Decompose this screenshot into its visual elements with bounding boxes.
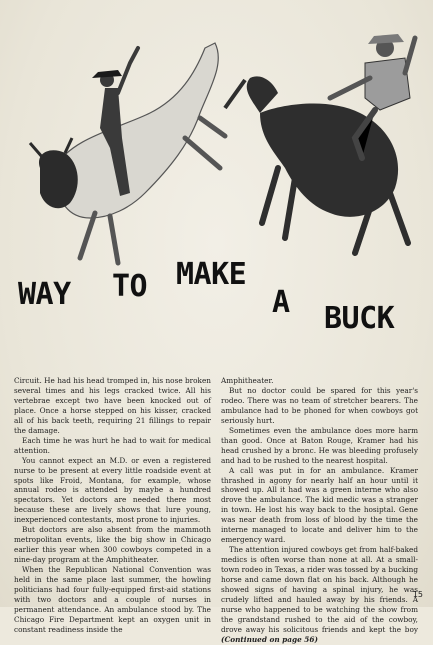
paragraph: Sometimes even the ambulance does more harm than good. Once at Baton Rouge, Kramer had his head crushed by a bronc. He was bleeding profusely and had to be rushed to the nearest hospital. [221, 425, 418, 465]
paragraph-text: The attention injured cowboys get from half-baked medics is often worse than none at all. At a small-town rodeo in Texas, a rider was tossed by a bucking horse and came down flat on his back. Although he showed signs of having a spinal injury, he was crudely lifted and hauled away by his friends. A nurse who happened to be watching the show from the grandstand rushed to the aid of the cowboy, drove away his solicitous friends and kept the boy [221, 545, 418, 634]
paragraph: When the Republican National Convention was held in the same place last summer, the howling politicians had four fully-equipped first-aid stations with two doctors and a couple of nurses in permanent attendance. An ambulance stood by. The Chicago Fire Department kept an oxygen unit in constant readiness inside the [14, 565, 211, 634]
headline [14, 258, 424, 348]
article-column-left [14, 376, 211, 634]
paragraph-last [221, 545, 418, 645]
bull-rider-figure [30, 43, 225, 263]
paragraph: You cannot expect an M.D. or even a registered nurse to be present at every little roadside event at spots like Froid, Montana, for example, whose annual rodeo is attended by maybe a hundred spectators. Yet doctors are needed there most because these are lively shows that lure young, inexperienced contestants, most prone to injuries. [14, 455, 211, 525]
paragraph: But no doctor could be spared for this year's rodeo. There was no team of stretcher bearers. The ambulance had to be phoned for when cowboys got seriously hurt. [221, 385, 418, 425]
bronc-rider-figure [225, 34, 415, 253]
paragraph: Amphitheater. [221, 376, 274, 385]
paragraph: A call was put in for an ambulance. Kramer thrashed in agony for nearly half an hour until it showed up. All it had was a green interne who also drove the ambulance. The kid medic was a stranger in town. He lost his way back to the hosiptal. Gene was near death from loss of blood by the time the interne managed to locate and deliver him to the emergency ward. [221, 465, 418, 545]
page-number: 15 [412, 590, 423, 599]
paragraph: But doctors are also absent from the mammoth metropolitan events, like the big show in Chicago earlier this year when 300 cowboys competed in a nine-day program at the Amphitheater. [14, 525, 211, 565]
article-column-right [221, 376, 418, 644]
continuation-note: (Continued on page 56) [221, 634, 318, 644]
headline-word-1: WAY [18, 277, 71, 312]
headline-word-5: BUCK [324, 301, 395, 336]
headline-word-2: TO [112, 269, 148, 304]
paragraph: Each time he was hurt he had to wait for medical attention. [14, 435, 211, 455]
rodeo-photo [10, 18, 425, 268]
headline-word-3: MAKE [176, 257, 247, 292]
paragraph: Circuit. He had his head tromped in, his nose broken several times and his legs cracked twice. All his vertebrae except two have been knocked out of place. Once a horse stepped on his kisser, cracked all of his back teeth, requiring 21 fillings to repair the damage. [14, 376, 211, 435]
headline-word-4: A [272, 285, 290, 320]
